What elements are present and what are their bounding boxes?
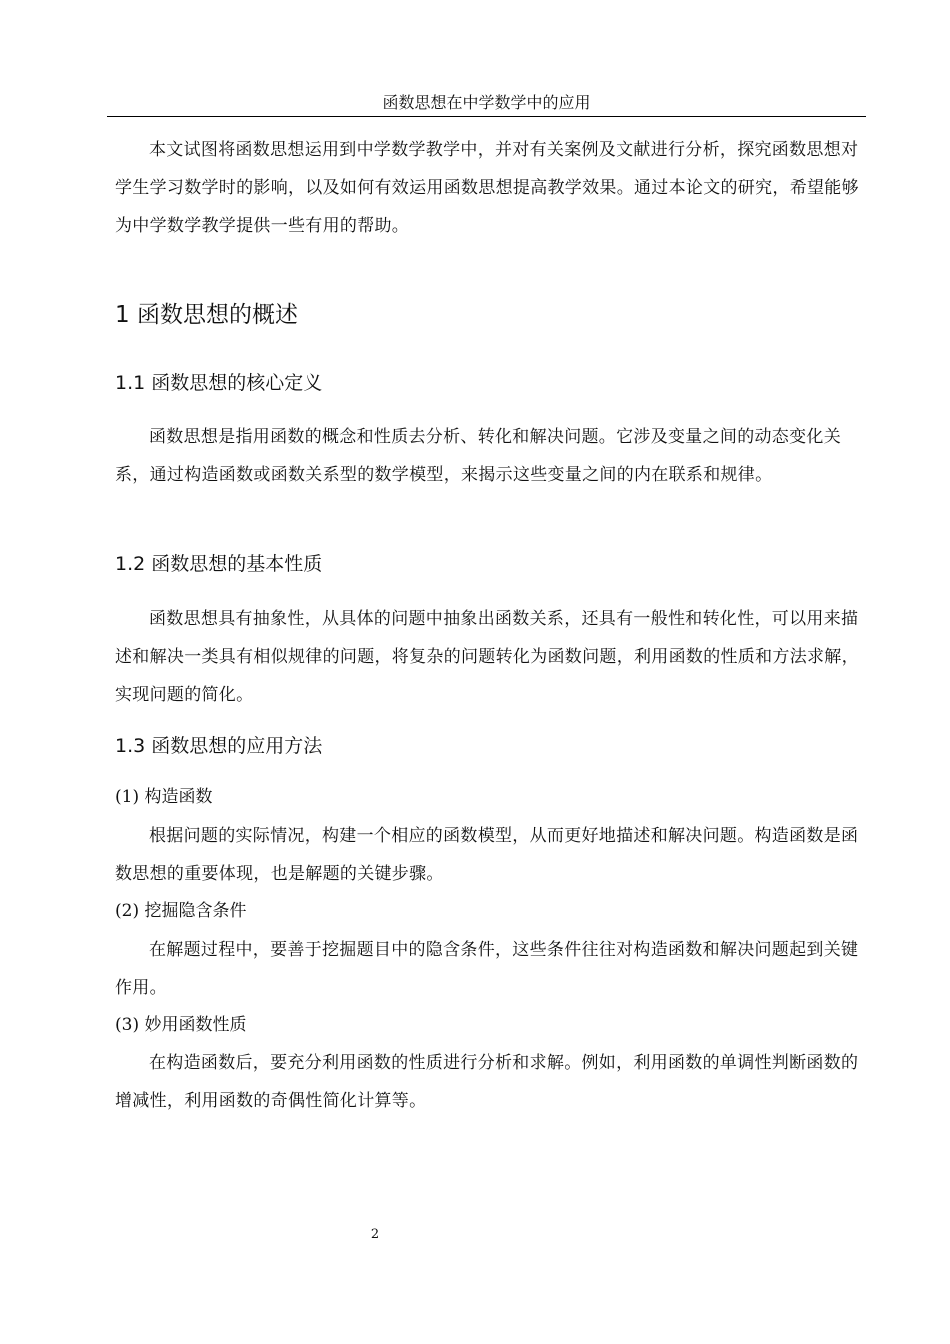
method-1-paragraph: 根据问题的实际情况，构建一个相应的函数模型，从而更好地描述和解决问题。构造函数是函数思想的重要体现，也是解题的关键步骤。 <box>115 826 859 884</box>
section-1-2-heading: 1.2 函数思想的基本性质 <box>115 553 323 575</box>
method-3-title: (3) 妙用函数性质 <box>115 1015 247 1035</box>
header-rule <box>107 116 866 117</box>
method-3-paragraph: 在构造函数后，要充分利用函数的性质进行分析和求解。例如，利用函数的单调性判断函数的增减性，利用函数的奇偶性简化计算等。 <box>115 1053 859 1111</box>
section-1-heading: 1 函数思想的概述 <box>115 302 298 328</box>
section-1-1-paragraph: 函数思想是指用函数的概念和性质去分析、转化和解决问题。它涉及变量之间的动态变化关系，通过构造函数或函数关系型的数学模型，来揭示这些变量之间的内在联系和规律。 <box>115 427 841 485</box>
method-2-paragraph: 在解题过程中，要善于挖掘题目中的隐含条件，这些条件往往对构造函数和解决问题起到关键作用。 <box>115 940 859 998</box>
intro-paragraph: 本文试图将函数思想运用到中学数学教学中，并对有关案例及文献进行分析，探究函数思想对学生学习数学时的影响，以及如何有效运用函数思想提高教学效果。通过本论文的研究，希望能够为中学数学教学提供一些有用的帮助。 <box>115 140 859 236</box>
section-1-1-heading: 1.1 函数思想的核心定义 <box>115 372 323 394</box>
section-1-3-heading: 1.3 函数思想的应用方法 <box>115 735 323 757</box>
method-1-title: (1) 构造函数 <box>115 787 213 807</box>
page-number: 2 <box>370 1227 380 1242</box>
method-2-title: (2) 挖掘隐含条件 <box>115 901 247 921</box>
running-header: 函数思想在中学数学中的应用 <box>382 93 591 112</box>
section-1-2-paragraph: 函数思想具有抽象性，从具体的问题中抽象出函数关系，还具有一般性和转化性，可以用来描述和解决一类具有相似规律的问题，将复杂的问题转化为函数问题，利用函数的性质和方法求解，实现问题的简化。 <box>115 609 859 705</box>
